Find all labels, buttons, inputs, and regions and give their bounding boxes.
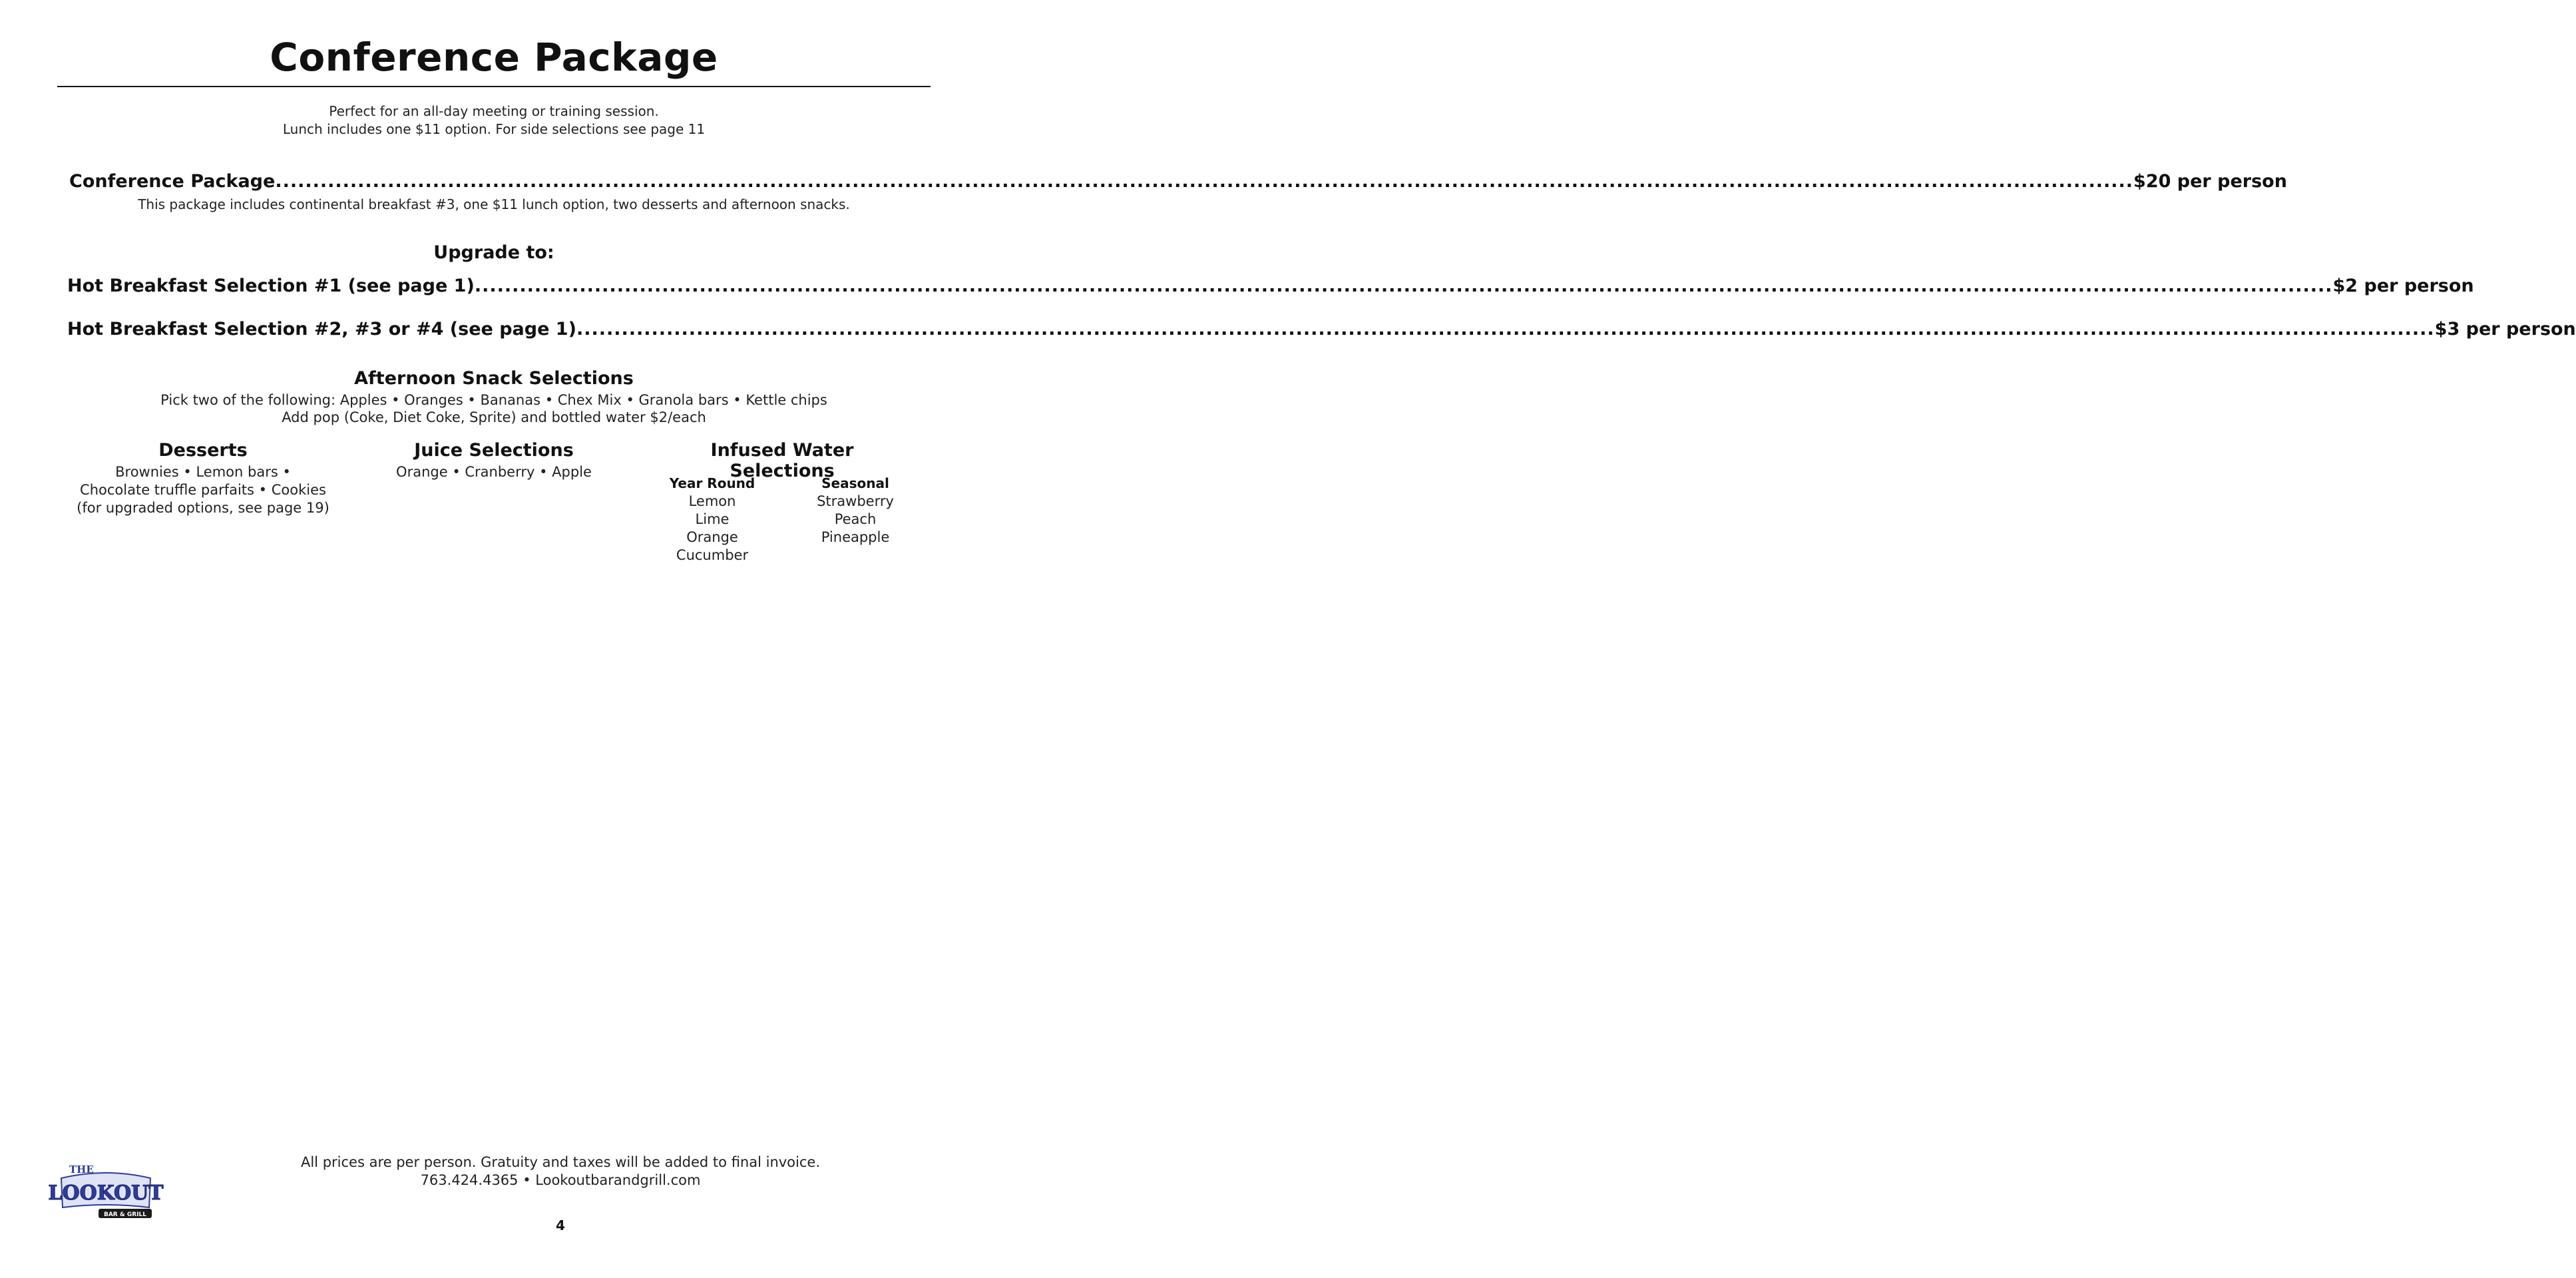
intro-line-1: Perfect for an all-day meeting or training session. [329,103,659,119]
water-item: Orange [686,529,738,545]
upgrade-heading: Upgrade to: [433,242,554,263]
water-item: Strawberry [817,493,894,509]
upgrade-item-1 [67,276,2474,296]
water-column-heading: Seasonal [821,475,889,491]
water-item: Pineapple [821,529,890,545]
upgrade-item-label: Hot Breakfast Selection #2, #3 or #4 (see page 1) [67,319,576,339]
snacks-heading: Afternoon Snack Selections [354,368,634,389]
water-item: Cucumber [676,547,749,563]
footer-line-1: All prices are per person. Gratuity and taxes will be added to final invoice. [300,1154,820,1170]
page-number: 4 [556,1217,565,1233]
dot-leader [576,319,2435,339]
upgrade-item-2 [67,319,2576,339]
desserts-heading: Desserts [158,440,248,461]
water-item: Lime [695,511,730,527]
dessert-line: Chocolate truffle parfaits • Cookies [80,482,326,498]
water-heading: Infused Water Selections [710,440,854,481]
juice-line: Orange • Cranberry • Apple [396,464,592,480]
juice-heading: Juice Selections [414,440,574,461]
package-description: This package includes continental breakfast #3, one $11 lunch option, two desserts and afternoon snacks. [138,196,850,212]
snacks-line-2: Add pop (Coke, Diet Coke, Sprite) and bottled water $2/each [282,409,706,425]
dot-leader [275,171,2133,192]
water-item: Peach [834,511,877,527]
upgrade-item-label: Hot Breakfast Selection #1 (see page 1) [67,276,475,296]
footer-line-2: 763.424.4365 • Lookoutbarandgrill.com [420,1172,701,1188]
water-column-seasonal [799,475,912,546]
snacks-line-1: Pick two of the following: Apples • Oranges • Bananas • Chex Mix • Granola bars • Kettle chips [160,392,827,408]
intro-line-2: Lunch includes one $11 option. For side selections see page 11 [282,121,706,137]
package-price-line [69,171,2287,192]
package-price: $20 per person [2133,171,2287,192]
water-item: Lemon [688,493,736,509]
water-column-heading: Year Round [669,475,755,491]
water-column-year-round [656,475,769,564]
logo-text-lookout: LOOKOUT [48,1181,164,1205]
upgrade-item-price: $2 per person [2332,276,2474,296]
logo-text-the: THE [69,1164,94,1175]
page-title: Conference Package [270,35,718,80]
desserts-list [67,463,339,517]
dessert-line: (for upgraded options, see page 19) [77,500,329,516]
title-divider [57,86,931,87]
package-label: Conference Package [69,171,276,192]
dot-leader [475,276,2333,296]
dessert-line: Brownies • Lemon bars • [115,464,291,480]
upgrade-item-price: $3 per person [2434,319,2576,339]
logo-text-bar-grill: BAR & GRILL [103,1211,147,1218]
